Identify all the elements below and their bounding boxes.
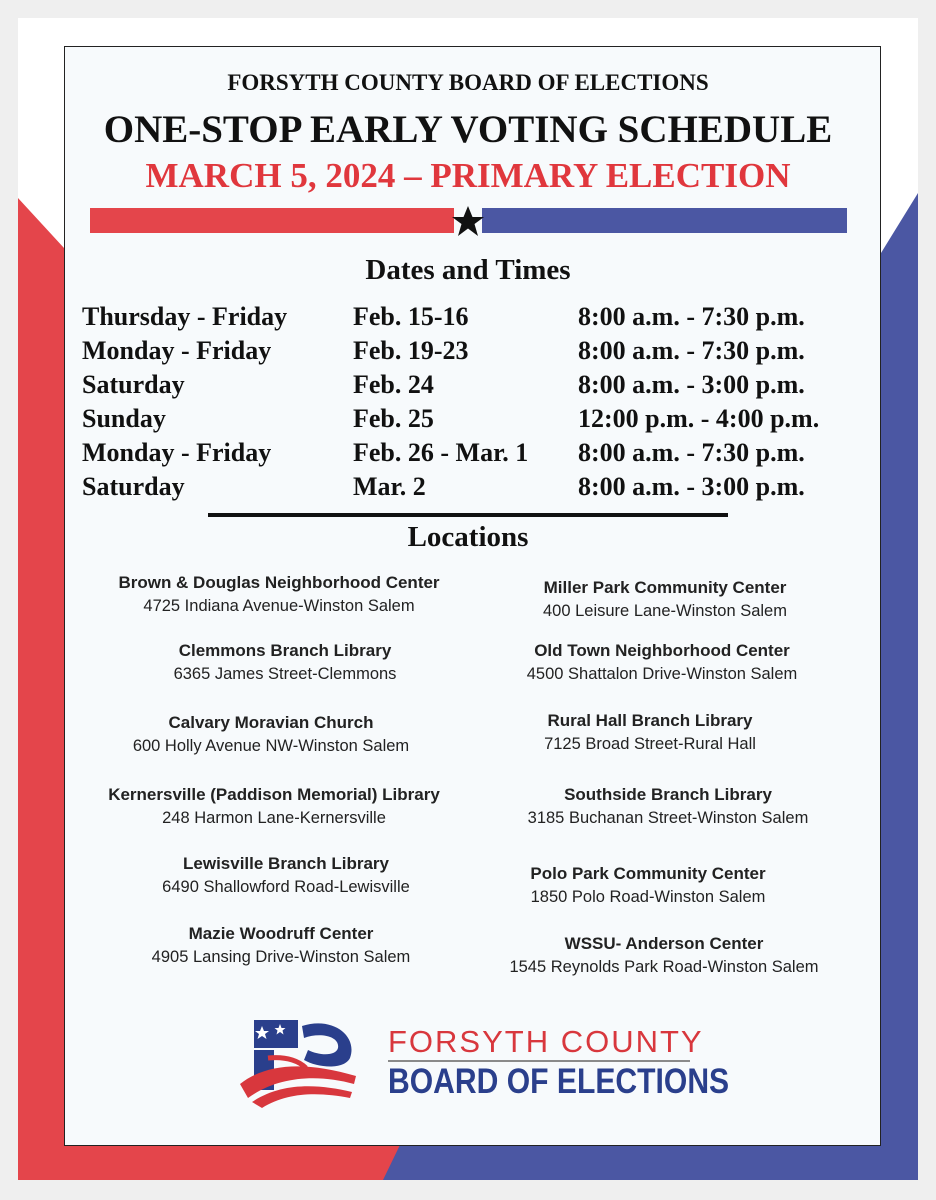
location-name: Old Town Neighborhood Center [534, 641, 790, 660]
schedule-days: Monday - Friday [82, 438, 272, 467]
red-divider-bar [90, 208, 454, 233]
schedule-times: 8:00 a.m. - 3:00 p.m. [578, 472, 805, 501]
schedule-row [0, 336, 936, 370]
page-title: ONE-STOP EARLY VOTING SCHEDULE [103, 108, 833, 151]
schedule-row [0, 438, 936, 472]
location-item [447, 640, 877, 686]
schedule-dates: Feb. 25 [353, 404, 434, 433]
location-name: Rural Hall Branch Library [547, 711, 753, 730]
schedule-dates: Feb. 15-16 [353, 302, 469, 331]
schedule-days: Monday - Friday [82, 336, 272, 365]
schedule-row [0, 370, 936, 404]
location-name: Brown & Douglas Neighborhood Center [118, 573, 440, 592]
location-item [59, 784, 489, 830]
location-address: 400 Leisure Lane-Winston Salem [543, 602, 787, 620]
schedule-dates: Mar. 2 [353, 472, 426, 501]
location-address: 4905 Lansing Drive-Winston Salem [151, 948, 411, 966]
schedule-dates: Feb. 24 [353, 370, 434, 399]
blue-divider-bar [482, 208, 847, 233]
location-item [56, 712, 486, 758]
election-subtitle: MARCH 5, 2024 – PRIMARY ELECTION [145, 156, 791, 195]
section-divider [208, 513, 728, 517]
location-address: 248 Harmon Lane-Kernersville [162, 809, 386, 827]
logo-county-text: FORSYTH COUNTY [388, 1024, 704, 1059]
location-name: Lewisville Branch Library [183, 854, 389, 873]
schedule-times: 8:00 a.m. - 7:30 p.m. [578, 302, 805, 331]
location-address: 3185 Buchanan Street-Winston Salem [527, 809, 809, 827]
location-name: Miller Park Community Center [543, 578, 787, 597]
locations-heading: Locations [407, 521, 529, 553]
schedule-row [0, 472, 936, 506]
location-item [70, 640, 500, 686]
location-item [435, 710, 865, 756]
schedule-days: Saturday [82, 472, 185, 501]
location-item [449, 933, 879, 979]
schedule-times: 8:00 a.m. - 3:00 p.m. [578, 370, 805, 399]
location-name: Clemmons Branch Library [178, 641, 392, 660]
location-address: 4500 Shattalon Drive-Winston Salem [526, 665, 798, 683]
schedule-times: 8:00 a.m. - 7:30 p.m. [578, 438, 805, 467]
location-item [450, 577, 880, 623]
dates-heading: Dates and Times [365, 254, 571, 286]
location-item [64, 572, 494, 618]
schedule-days: Thursday - Friday [82, 302, 288, 331]
schedule-days: Sunday [82, 404, 166, 433]
location-name: WSSU- Anderson Center [564, 934, 764, 953]
location-item [433, 863, 863, 909]
location-name: Kernersville (Paddison Memorial) Library [108, 785, 440, 804]
location-address: 1850 Polo Road-Winston Salem [530, 888, 766, 906]
location-item [453, 784, 883, 830]
logo-board-text: BOARD OF ELECTIONS [388, 1062, 730, 1101]
star-icon [448, 203, 488, 239]
schedule-dates: Feb. 26 - Mar. 1 [353, 438, 529, 467]
location-name: Polo Park Community Center [530, 864, 766, 883]
schedule-row [0, 302, 936, 336]
schedule-times: 12:00 p.m. - 4:00 p.m. [578, 404, 820, 433]
location-address: 4725 Indiana Avenue-Winston Salem [143, 597, 415, 615]
schedule-row [0, 404, 936, 438]
location-address: 600 Holly Avenue NW-Winston Salem [132, 737, 410, 755]
schedule-days: Saturday [82, 370, 185, 399]
schedule-times: 8:00 a.m. - 7:30 p.m. [578, 336, 805, 365]
location-item [66, 923, 496, 969]
location-address: 7125 Broad Street-Rural Hall [544, 735, 756, 753]
location-name: Mazie Woodruff Center [188, 924, 374, 943]
schedule-dates: Feb. 19-23 [353, 336, 469, 365]
location-name: Southside Branch Library [564, 785, 772, 804]
location-address: 6490 Shallowford Road-Lewisville [162, 878, 410, 896]
board-of-elections-logo-icon [238, 1018, 358, 1108]
location-address: 1545 Reynolds Park Road-Winston Salem [509, 958, 819, 976]
org-name: FORSYTH COUNTY BOARD OF ELECTIONS [227, 70, 709, 95]
location-address: 6365 James Street-Clemmons [173, 665, 397, 683]
location-name: Calvary Moravian Church [168, 713, 374, 732]
